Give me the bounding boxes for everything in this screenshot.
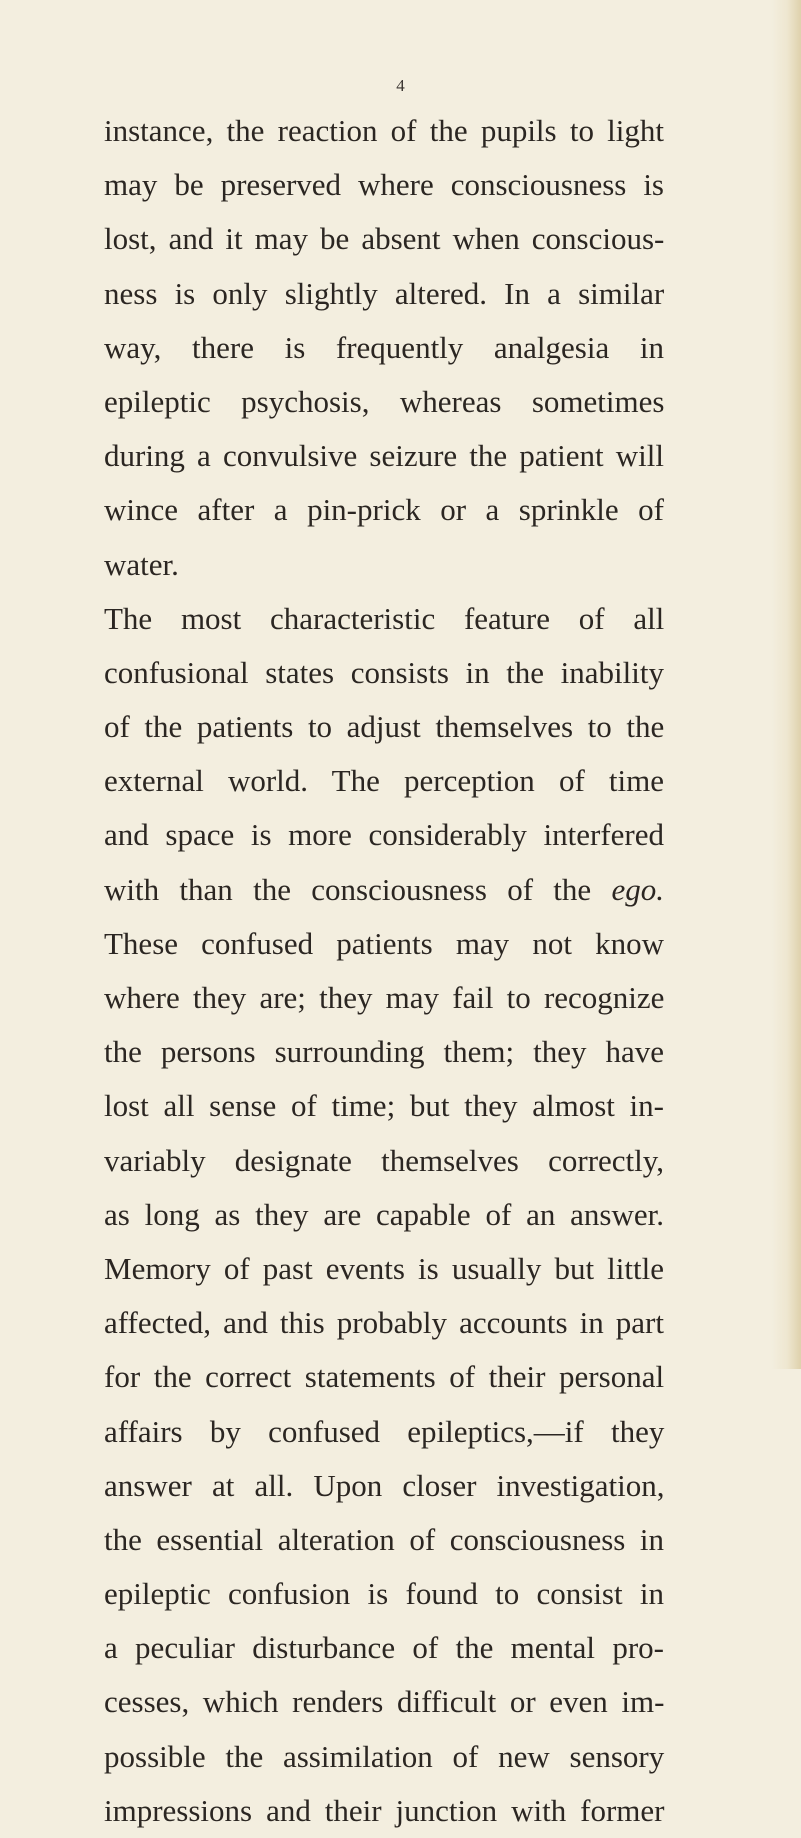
- text-line-part: with than the consciousness of the: [104, 871, 612, 907]
- text-line: external world. The perception of time: [104, 763, 665, 799]
- text-line: variably designate themselves correctly,: [104, 1142, 664, 1178]
- text-line: the essential alteration of consciousness in: [104, 1521, 665, 1557]
- text-line: way, there is frequently analgesia in: [104, 329, 664, 365]
- body-text: [104, 104, 664, 1838]
- text-line: instance, the reaction of the pupils to light: [104, 113, 664, 148]
- text-line: confusional states consists in the inability: [104, 654, 664, 690]
- text-line: lost all sense of time; but they almost in-: [104, 1088, 664, 1124]
- text-line: a peculiar disturbance of the mental pro-: [104, 1630, 664, 1666]
- paragraph-start-line: The most characteristic feature of all: [104, 600, 665, 636]
- text-line: may be preserved where consciousness is: [104, 167, 664, 203]
- text-line: during a convulsive seizure the patient will: [104, 438, 664, 474]
- text-line: answer at all. Upon closer investigation,: [104, 1467, 665, 1503]
- text-line: wince after a pin-prick or a sprinkle of: [104, 492, 664, 528]
- text-line: epileptic confusion is found to consist in: [104, 1576, 664, 1612]
- text-line: Memory of past events is usually but little: [104, 1250, 664, 1286]
- text-line: the persons surrounding them; they have: [104, 1034, 664, 1070]
- text-line: impressions and their junction with former: [104, 1792, 665, 1828]
- text-line: water.: [104, 546, 179, 582]
- text-line: possible the assimilation of new sensory: [104, 1738, 665, 1774]
- page-number: 4: [396, 76, 405, 95]
- text-line: affected, and this probably accounts in part: [104, 1305, 664, 1341]
- text-line: for the correct statements of their personal: [104, 1359, 665, 1395]
- text-line: These confused patients may not know: [104, 925, 664, 961]
- text-line: lost, and it may be absent when conscious-: [104, 221, 665, 257]
- text-line: ness is only slightly altered. In a similar: [104, 275, 665, 311]
- text-line: where they are; they may fail to recognize: [104, 980, 665, 1015]
- italic-ego: ego.: [611, 871, 664, 907]
- text-line: cesses, which renders difficult or even im-: [104, 1684, 665, 1720]
- text-line: affairs by confused epileptics,—if they: [104, 1413, 665, 1449]
- text-line: as long as they are capable of an answer.: [104, 1196, 664, 1232]
- text-line: of the patients to adjust themselves to the: [104, 709, 665, 745]
- text-line: and space is more considerably interfered: [104, 817, 664, 853]
- text-line: epileptic psychosis, whereas sometimes: [104, 383, 665, 419]
- text-line-with-ego: [104, 863, 664, 917]
